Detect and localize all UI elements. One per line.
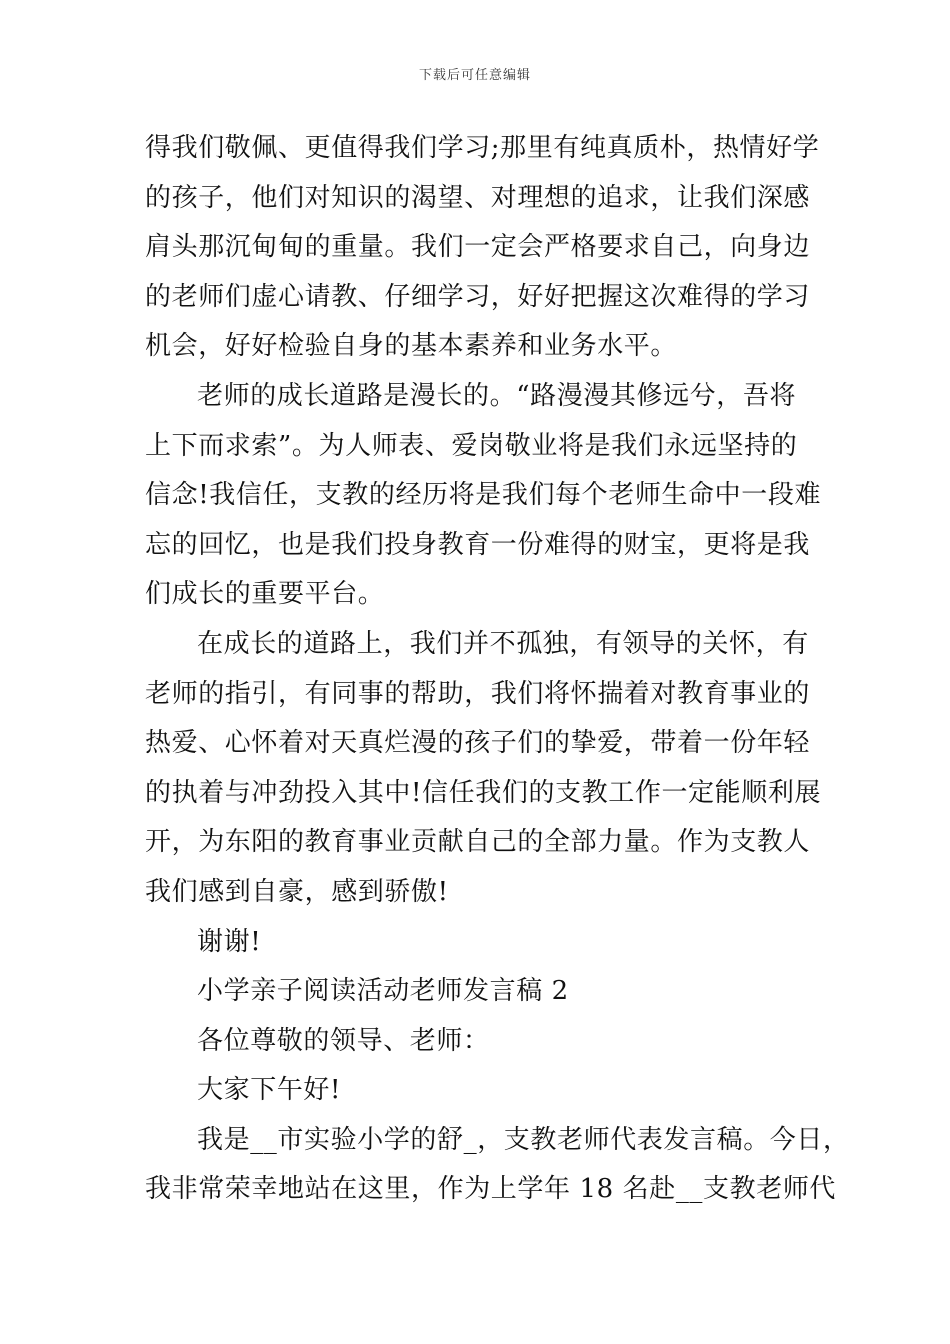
text-line: 的孩子，他们对知识的渴望、对理想的追求，让我们深感 <box>145 182 811 213</box>
text-line: 机会，好好检验自身的基本素养和业务水平。 <box>145 331 678 362</box>
page-header: 下载后可任意编辑 <box>418 68 531 83</box>
document-body <box>145 124 850 1215</box>
text-line: 上下而求索”。为人师表、爱岗敬业将是我们永远坚持的 <box>145 430 798 461</box>
text-line: 我们感到自豪，感到骄傲! <box>145 876 449 907</box>
text-line: 肩头那沉甸甸的重量。我们一定会严格要求自己，向身边 <box>145 232 811 263</box>
paragraph-start-line: 我是__市实验小学的舒_，支教老师代表发言稿。今日， <box>197 1124 850 1155</box>
salutation-line: 各位尊敬的领导、老师： <box>197 1025 490 1056</box>
text-line: 的执着与冲劲投入其中!信任我们的支教工作一定能顺利展 <box>145 777 822 808</box>
section-title: 小学亲子阅读活动老师发言稿 2 <box>197 976 569 1007</box>
text-line: 热爱、心怀着对天真烂漫的孩子们的挚爱，带着一份年轻 <box>145 728 811 759</box>
paragraph-start-line: 在成长的道路上，我们并不孤独，有领导的关怀，有 <box>197 628 809 659</box>
text-line: 的老师们虚心请教、仔细学习，好好把握这次难得的学习 <box>145 281 811 312</box>
text-line: 们成长的重要平台。 <box>145 579 385 610</box>
text-line: 忘的回忆，也是我们投身教育一份难得的财宝，更将是我 <box>145 529 811 560</box>
text-line: 老师的指引，有同事的帮助，我们将怀揣着对教育事业的 <box>145 678 811 709</box>
closing-line: 谢谢! <box>197 926 262 957</box>
greeting-line: 大家下午好! <box>197 1075 342 1106</box>
text-line: 我非常荣幸地站在这里，作为上学年 18 名赴__支教老师代 <box>145 1174 837 1205</box>
text-line: 信念!我信任，支教的经历将是我们每个老师生命中一段难 <box>145 480 822 511</box>
paragraph-start-line: 老师的成长道路是漫长的。“路漫漫其修远兮，吾将 <box>197 380 797 411</box>
text-line: 得我们敬佩、更值得我们学习;那里有纯真质朴，热情好学 <box>145 133 820 163</box>
text-line: 开，为东阳的教育事业贡献自己的全部力量。作为支教人 <box>145 827 811 858</box>
